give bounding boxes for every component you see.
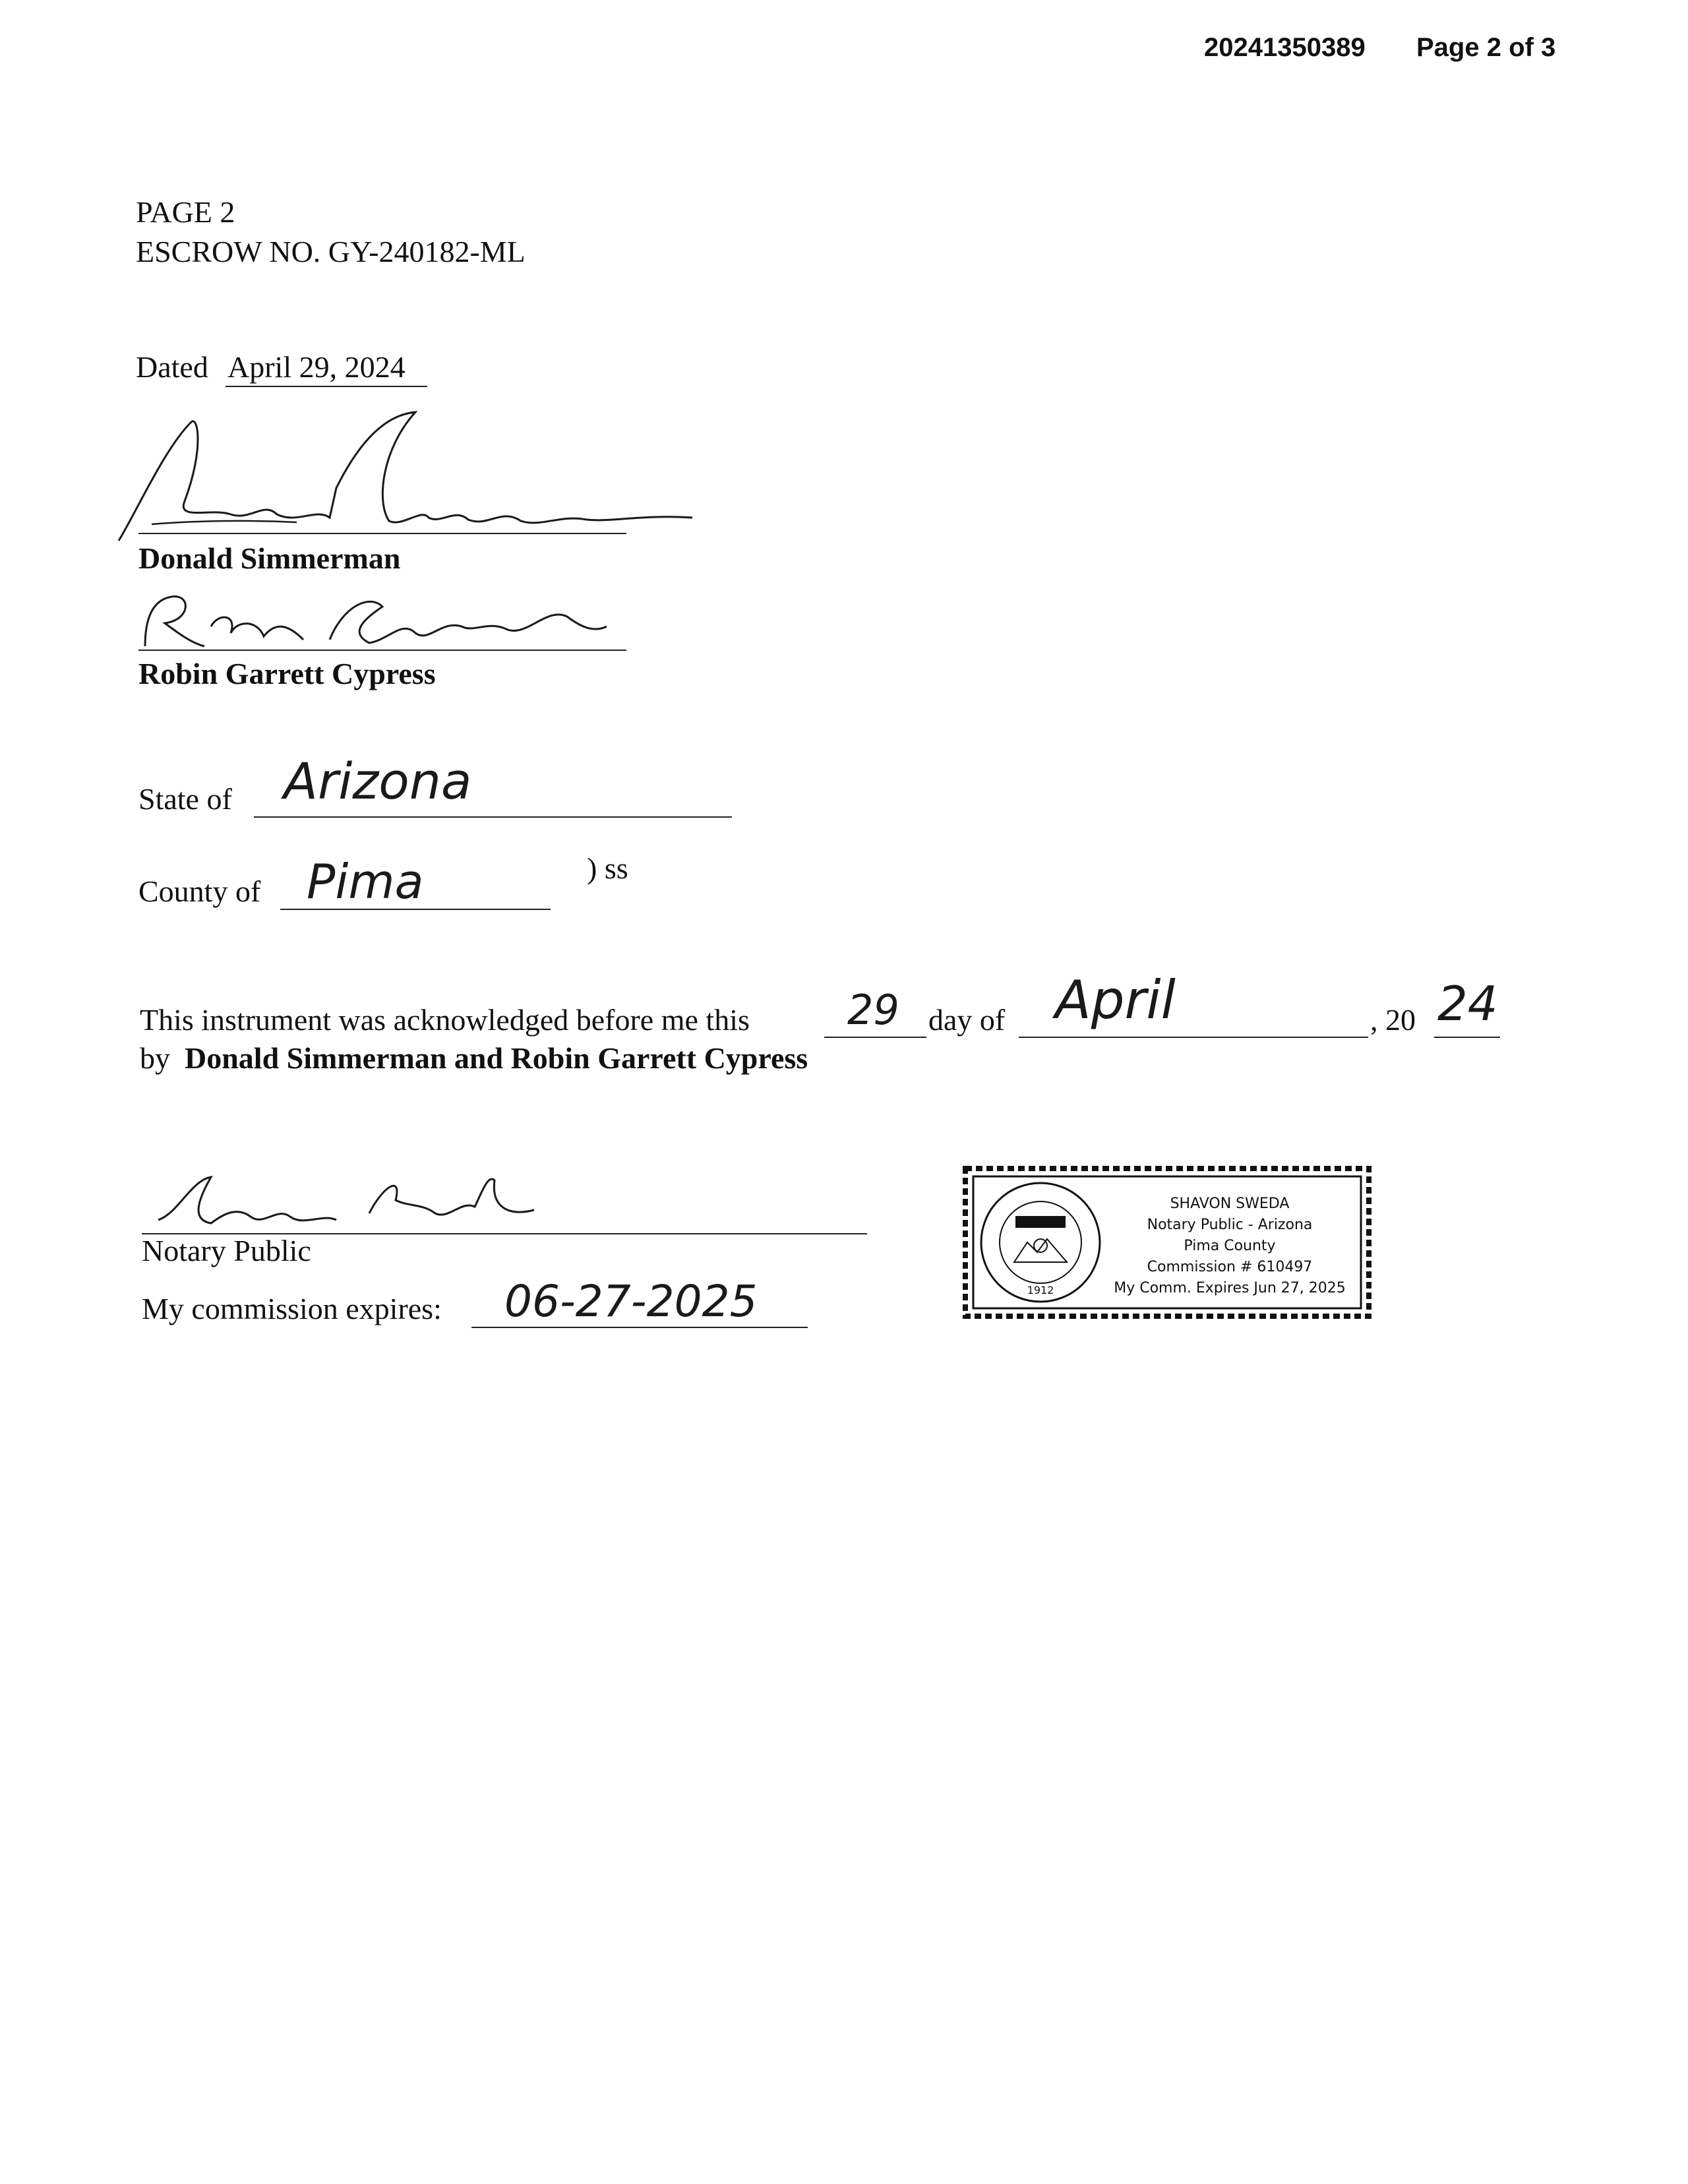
state-underline bbox=[254, 816, 732, 818]
state-value: Arizona bbox=[284, 752, 472, 810]
ack-day-of: day of bbox=[928, 1003, 1006, 1037]
ack-by-names: Donald Simmerman and Robin Garrett Cypress bbox=[185, 1041, 808, 1075]
dated-value: April 29, 2024 bbox=[227, 350, 406, 384]
county-label: County of bbox=[138, 874, 261, 908]
ack-day: 29 bbox=[847, 986, 899, 1034]
state-label: State of bbox=[138, 782, 232, 816]
ack-month-underline bbox=[1019, 1037, 1368, 1038]
signature-line-2 bbox=[138, 650, 626, 651]
county-underline bbox=[280, 909, 551, 910]
ack-year-underline bbox=[1434, 1037, 1500, 1038]
notary-stamp bbox=[963, 1166, 1372, 1319]
stamp-expires: My Comm. Expires Jun 27, 2025 bbox=[1114, 1280, 1346, 1296]
signature-notary bbox=[152, 1167, 560, 1240]
ack-by-label: by bbox=[140, 1041, 170, 1075]
commission-value: 06-27-2025 bbox=[504, 1276, 758, 1327]
stamp-title: Notary Public - Arizona bbox=[1147, 1217, 1313, 1233]
signature-donald-simmerman bbox=[99, 409, 706, 554]
commission-underline bbox=[471, 1327, 808, 1328]
notary-label: Notary Public bbox=[142, 1234, 311, 1267]
arizona-seal-icon bbox=[975, 1176, 1106, 1308]
commission-label: My commission expires: bbox=[142, 1292, 442, 1325]
ack-day-underline bbox=[824, 1037, 926, 1038]
page-count: Page 2 of 3 bbox=[1416, 33, 1556, 62]
signer-name-1: Donald Simmerman bbox=[138, 541, 401, 575]
page-label: PAGE 2 bbox=[136, 195, 235, 229]
stamp-county: Pima County bbox=[1184, 1238, 1276, 1254]
county-value: Pima bbox=[307, 854, 424, 909]
ack-year: 24 bbox=[1437, 976, 1498, 1031]
seal-year: 1912 bbox=[1027, 1284, 1054, 1296]
ss-mark: ) ss bbox=[587, 851, 628, 885]
dated-label: Dated bbox=[136, 350, 208, 384]
escrow-number: ESCROW NO. GY-240182-ML bbox=[136, 235, 526, 268]
dated-underline bbox=[226, 386, 427, 387]
stamp-name: SHAVON SWEDA bbox=[1170, 1196, 1290, 1212]
ack-year-prefix: , 20 bbox=[1370, 1003, 1416, 1037]
ack-month: April bbox=[1055, 969, 1176, 1031]
ack-prefix: This instrument was acknowledged before me this bbox=[140, 1003, 750, 1037]
stamp-commission: Commission # 610497 bbox=[1147, 1259, 1313, 1275]
signer-name-2: Robin Garrett Cypress bbox=[138, 657, 436, 690]
signature-robin-garrett-cypress bbox=[132, 580, 607, 659]
recording-number: 20241350389 bbox=[1204, 33, 1366, 62]
signature-line-1 bbox=[138, 533, 626, 534]
